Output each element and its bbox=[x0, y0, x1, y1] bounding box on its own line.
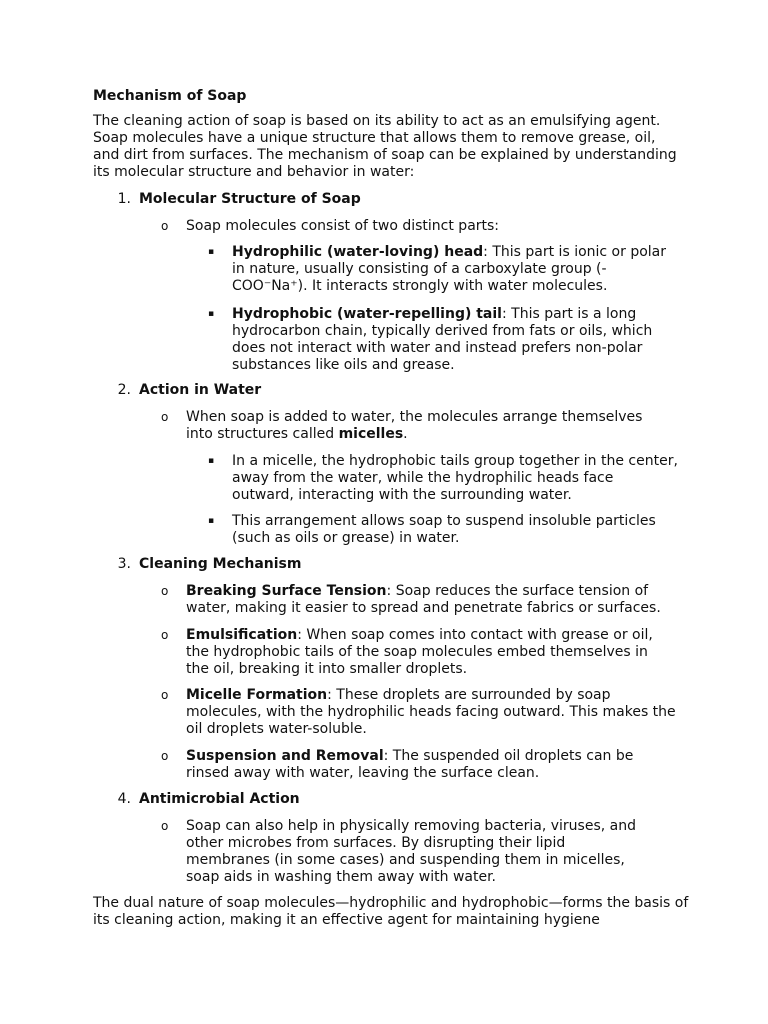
square-bullet-marker: ▪ bbox=[208, 456, 215, 466]
section-1-number: 1. bbox=[117, 191, 131, 207]
section-3-number: 3. bbox=[117, 556, 131, 572]
term-hydrophilic-head: Hydrophilic (water-loving) head bbox=[232, 244, 484, 260]
bullet-o-marker: o bbox=[161, 628, 169, 642]
term-micelle-formation: Micelle Formation bbox=[186, 687, 328, 703]
closing-paragraph: The dual nature of soap molecules—hydrophilic and hydrophobic—forms the basis of its cleaning action, making it an effective agent for maintaining hygiene bbox=[93, 895, 689, 928]
list-item bbox=[186, 627, 666, 678]
list-item bbox=[232, 244, 678, 295]
term-description: : When soap comes into contact with grease or oil, the hydrophobic tails of the soap molecules embed themselves in the oil, breaking it into smaller droplets. bbox=[186, 627, 653, 677]
section-4-heading: Antimicrobial Action bbox=[139, 791, 300, 807]
term-description: : This part is a long hydrocarbon chain, typically derived from fats or oils, which does not interact with water and instead prefers non-polar substances like oils and grease. bbox=[232, 306, 653, 373]
term-suspension-removal: Suspension and Removal bbox=[186, 748, 384, 764]
bullet-o-marker: o bbox=[161, 410, 169, 424]
list-item bbox=[232, 306, 672, 374]
list-item: This arrangement allows soap to suspend insoluble particles (such as oils or grease) in water. bbox=[232, 513, 656, 546]
section-1-heading: Molecular Structure of Soap bbox=[139, 191, 361, 207]
list-item bbox=[186, 687, 676, 738]
square-bullet-marker: ▪ bbox=[208, 516, 215, 526]
term-description: : Soap reduces the surface tension of water, making it easier to spread and penetrate fabrics or surfaces. bbox=[186, 583, 661, 616]
term-emulsification: Emulsification bbox=[186, 627, 298, 643]
section-2-heading: Action in Water bbox=[139, 382, 262, 398]
item-text: . bbox=[403, 426, 408, 442]
term-micelles: micelles bbox=[338, 426, 404, 442]
list-item bbox=[186, 748, 656, 782]
section-4-number: 4. bbox=[117, 791, 131, 807]
list-item bbox=[186, 583, 676, 617]
square-bullet-marker: ▪ bbox=[208, 247, 215, 257]
section-3-heading: Cleaning Mechanism bbox=[139, 556, 302, 572]
term-surface-tension: Breaking Surface Tension bbox=[186, 583, 387, 599]
bullet-o-marker: o bbox=[161, 749, 169, 763]
bullet-o-marker: o bbox=[161, 688, 169, 702]
intro-paragraph: The cleaning action of soap is based on its ability to act as an emulsifying agent. Soap molecules have a unique structure that allows them to remove grease, oil, and dirt from surfaces. The mechanism of soap can be explained by understanding its molecular structure and behavior in water: bbox=[93, 113, 677, 180]
list-item: Soap molecules consist of two distinct parts: bbox=[186, 218, 500, 234]
term-description: : The suspended oil droplets can be rinsed away with water, leaving the surface clean. bbox=[186, 748, 634, 781]
list-item bbox=[186, 409, 656, 443]
section-2-number: 2. bbox=[117, 382, 131, 398]
term-description: : This part is ionic or polar in nature, usually consisting of a carboxylate group (-COO⁻Na⁺). It interacts strongly with water molecules. bbox=[232, 244, 667, 294]
term-hydrophobic-tail: Hydrophobic (water-repelling) tail bbox=[232, 306, 502, 322]
list-item: In a micelle, the hydrophobic tails group together in the center, away from the water, while the hydrophilic heads face outward, interacting with the surrounding water. bbox=[232, 453, 678, 503]
list-item: Soap can also help in physically removing bacteria, viruses, and other microbes from surfaces. By disrupting their lipid membranes (in some cases) and suspending them in micelles, soap aids in washing them away with water. bbox=[186, 818, 636, 885]
bullet-o-marker: o bbox=[161, 584, 169, 598]
item-text: When soap is added to water, the molecules arrange themselves into structures called bbox=[186, 409, 643, 442]
term-description: : These droplets are surrounded by soap molecules, with the hydrophilic heads facing outward. This makes the oil droplets water-soluble. bbox=[186, 687, 676, 737]
bullet-o-marker: o bbox=[161, 819, 169, 833]
square-bullet-marker: ▪ bbox=[208, 309, 215, 319]
bullet-o-marker: o bbox=[161, 219, 169, 233]
page-title: Mechanism of Soap bbox=[93, 88, 247, 104]
